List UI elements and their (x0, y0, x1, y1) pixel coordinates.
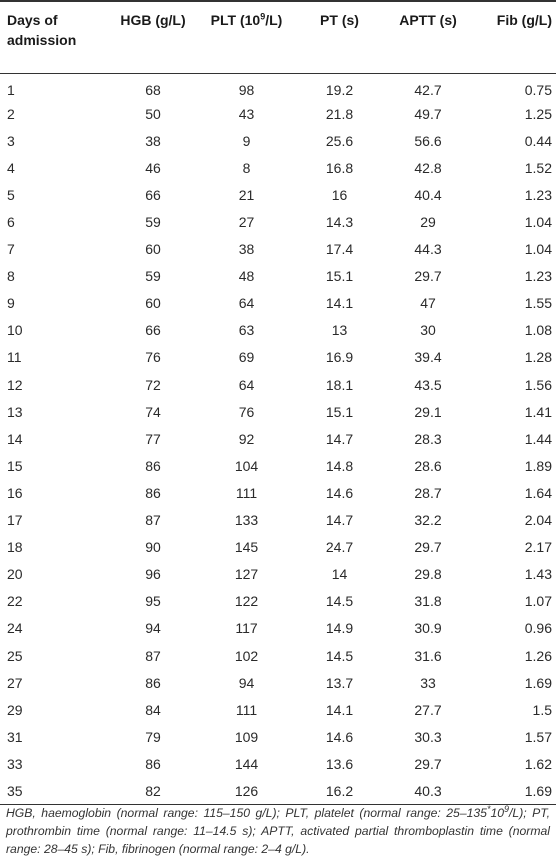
table-row (0, 154, 556, 181)
cell-aptt: 47 (420, 295, 436, 312)
cell-fib: 1.44 (524, 430, 552, 447)
cell-plt: 111 (235, 484, 258, 501)
table-row (0, 615, 556, 642)
table-row (0, 642, 556, 669)
cell-hgb: 84 (145, 701, 161, 718)
cell-fib: 1.56 (524, 376, 552, 393)
cell-fib: 1.28 (524, 349, 552, 366)
cell-plt: 64 (238, 295, 255, 312)
table-row (0, 317, 556, 344)
cell-fib: 0.44 (524, 132, 552, 149)
table-row (0, 588, 556, 615)
cell-day: 2 (7, 105, 15, 122)
cell-plt: 94 (238, 674, 255, 691)
cell-pt: 14 (331, 566, 348, 583)
table-body (0, 73, 556, 805)
cell-hgb: 77 (145, 430, 161, 447)
cell-plt: 109 (234, 728, 259, 745)
cell-plt: 117 (235, 620, 258, 637)
cell-plt: 21 (238, 186, 255, 203)
cell-day: 13 (7, 403, 23, 420)
cell-aptt: 31.8 (414, 593, 442, 610)
table-row (0, 344, 556, 371)
cell-fib: 1.62 (524, 755, 552, 772)
cell-plt: 104 (234, 457, 259, 474)
cell-pt: 16.8 (325, 159, 354, 176)
header-plt-prefix: PLT (10 (210, 12, 261, 28)
cell-fib: 2.17 (524, 539, 552, 556)
cell-fib: 1.43 (524, 566, 552, 583)
table-row (0, 750, 556, 777)
cell-day: 1 (7, 81, 15, 98)
cell-day: 15 (7, 457, 23, 474)
cell-fib: 1.04 (524, 241, 552, 258)
cell-fib: 1.5 (532, 701, 552, 718)
header-plt-suffix: /L) (265, 12, 283, 28)
cell-hgb: 87 (145, 512, 161, 529)
cell-plt: 9 (242, 132, 251, 149)
cell-fib: 0.96 (524, 620, 552, 637)
cell-hgb: 60 (145, 295, 161, 312)
footnote-sup: 9 (504, 803, 510, 814)
cell-aptt: 30 (420, 322, 436, 339)
cell-pt: 17.4 (325, 241, 354, 258)
cell-hgb: 46 (145, 159, 161, 176)
cell-day: 25 (7, 647, 23, 664)
cell-aptt: 43.5 (414, 376, 442, 393)
cell-pt: 14.7 (325, 430, 354, 447)
cell-plt: 126 (194, 777, 299, 804)
cell-hgb: 86 (145, 457, 161, 474)
cell-hgb: 96 (145, 566, 161, 583)
cell-hgb: 90 (145, 539, 161, 556)
cell-hgb: 66 (145, 186, 161, 203)
table-row (0, 561, 556, 588)
cell-day: 22 (7, 593, 23, 610)
cell-hgb: 59 (145, 268, 161, 285)
table-row (0, 290, 556, 317)
cell-day: 11 (7, 349, 22, 366)
cell-fib: 0.75 (524, 81, 552, 98)
cell-pt: 14.9 (325, 620, 354, 637)
table-row (0, 127, 556, 154)
cell-day: 12 (7, 376, 23, 393)
cell-day: 18 (7, 539, 23, 556)
cell-day: 4 (7, 159, 15, 176)
table-row (0, 100, 556, 127)
cell-aptt: 29.7 (414, 539, 442, 556)
cell-aptt: 29.7 (414, 268, 442, 285)
cell-aptt: 30.9 (414, 620, 442, 637)
cell-plt: 63 (238, 322, 255, 339)
cell-day: 3 (7, 132, 15, 149)
table-row (0, 73, 556, 100)
cell-day: 33 (7, 755, 23, 772)
cell-day: 31 (7, 728, 23, 745)
table-row (0, 452, 556, 479)
cell-fib: 2.04 (524, 512, 552, 529)
cell-hgb: 38 (145, 132, 161, 149)
cell-hgb: 74 (145, 403, 161, 420)
cell-pt: 25.6 (325, 132, 354, 149)
cell-aptt: 42.8 (414, 159, 442, 176)
cell-day: 17 (7, 512, 23, 529)
cell-pt: 16 (331, 186, 348, 203)
cell-plt: 92 (238, 430, 255, 447)
cell-fib: 1.26 (524, 647, 552, 664)
cell-aptt: 39.4 (414, 349, 442, 366)
cell-plt: 98 (238, 81, 255, 98)
cell-day: 24 (7, 620, 23, 637)
cell-aptt: 28.6 (414, 457, 442, 474)
table-row (0, 398, 556, 425)
cell-fib: 1.64 (524, 484, 552, 501)
header-hgb: HGB (g/L) (112, 1, 194, 73)
cell-plt: 102 (234, 647, 259, 664)
cell-fib: 1.69 (476, 777, 556, 804)
cell-aptt: 29.7 (414, 755, 442, 772)
cell-pt: 18.1 (325, 376, 354, 393)
cell-plt: 111 (235, 701, 258, 718)
cell-hgb: 94 (145, 620, 161, 637)
table-row (0, 777, 556, 804)
table-row (0, 696, 556, 723)
cell-plt: 127 (234, 566, 259, 583)
cell-plt: 144 (234, 755, 259, 772)
table-row (0, 208, 556, 235)
header-days: Days of admission (0, 1, 112, 73)
cell-day: 9 (7, 295, 15, 312)
table-row (0, 263, 556, 290)
cell-fib: 1.57 (524, 728, 552, 745)
header-aptt: APTT (s) (380, 1, 476, 73)
header-plt-sup: 9 (260, 11, 266, 22)
cell-day: 29 (7, 701, 23, 718)
cell-aptt: 28.7 (414, 484, 442, 501)
cell-pt: 15.1 (325, 403, 354, 420)
table-row (0, 507, 556, 534)
cell-fib: 1.89 (524, 457, 552, 474)
cell-aptt: 40.4 (414, 186, 442, 203)
cell-aptt: 29.1 (414, 403, 442, 420)
cell-fib: 1.69 (524, 674, 552, 691)
cell-fib: 1.25 (524, 105, 552, 122)
cell-hgb: 82 (112, 777, 194, 804)
table-row (0, 723, 556, 750)
cell-day: 20 (7, 566, 23, 583)
footnote-part1: HGB, haemoglobin (normal range: 115–150 g/L); PLT, platelet (normal range: 25–135 (6, 806, 487, 820)
cell-hgb: 59 (145, 214, 161, 231)
cell-aptt: 28.3 (414, 430, 442, 447)
cell-pt: 14.6 (325, 484, 354, 501)
cell-pt: 16.2 (299, 777, 380, 804)
footnote-part2: 10 (490, 806, 505, 820)
cell-plt: 27 (238, 214, 255, 231)
cell-day: 6 (7, 214, 15, 231)
cell-aptt: 30.3 (414, 728, 442, 745)
cell-pt: 14.1 (325, 701, 354, 718)
table-row (0, 425, 556, 452)
cell-pt: 14.5 (325, 593, 354, 610)
cell-day: 7 (7, 241, 15, 258)
cell-plt: 133 (234, 512, 259, 529)
cell-aptt: 27.7 (414, 701, 442, 718)
cell-pt: 13 (331, 322, 348, 339)
cell-plt: 43 (238, 105, 255, 122)
cell-pt: 14.8 (325, 457, 354, 474)
cell-pt: 14.1 (325, 295, 354, 312)
cell-fib: 1.23 (524, 268, 552, 285)
cell-fib: 1.08 (524, 322, 552, 339)
cell-pt: 13.7 (325, 674, 354, 691)
cell-aptt: 44.3 (414, 241, 442, 258)
cell-fib: 1.04 (524, 214, 552, 231)
cell-aptt: 32.2 (414, 512, 442, 529)
cell-plt: 145 (234, 539, 259, 556)
header-plt (194, 1, 299, 73)
table-row (0, 236, 556, 263)
cell-hgb: 79 (145, 728, 161, 745)
cell-aptt: 29.8 (414, 566, 442, 583)
cell-fib: 1.23 (524, 186, 552, 203)
cell-pt: 14.3 (325, 214, 354, 231)
cell-day: 16 (7, 484, 23, 501)
cell-day: 10 (7, 322, 23, 339)
cell-plt: 122 (234, 593, 259, 610)
cell-pt: 21.8 (325, 105, 354, 122)
cell-fib: 1.41 (524, 403, 552, 420)
header-row (0, 1, 556, 73)
cell-hgb: 76 (145, 349, 161, 366)
cell-aptt: 49.7 (414, 105, 442, 122)
cell-hgb: 95 (145, 593, 161, 610)
cell-pt: 15.1 (325, 268, 354, 285)
table-row (0, 669, 556, 696)
cell-hgb: 68 (145, 81, 161, 98)
cell-hgb: 86 (145, 755, 161, 772)
cell-fib: 1.55 (524, 295, 552, 312)
table-row (0, 534, 556, 561)
cell-hgb: 50 (145, 105, 161, 122)
header-fib: Fib (g/L) (476, 1, 556, 73)
cell-hgb: 60 (145, 241, 161, 258)
footnote-star: * (486, 803, 491, 814)
cell-fib: 1.52 (524, 159, 552, 176)
cell-day: 8 (7, 268, 15, 285)
cell-plt: 76 (238, 403, 255, 420)
cell-aptt: 29 (420, 214, 436, 231)
cell-pt: 16.9 (325, 349, 354, 366)
cell-pt: 19.2 (325, 81, 354, 98)
cell-hgb: 86 (145, 674, 161, 691)
cell-hgb: 72 (145, 376, 161, 393)
cell-plt: 69 (238, 349, 255, 366)
table-row (0, 181, 556, 208)
header-pt: PT (s) (299, 1, 380, 73)
footnote-part3: /L); PT, prothrombin time (normal range: 11–14.5 s); APTT, activated partial thromboplastin time (normal range: 28–45 s); Fib, fibrinogen (normal range: 2–4 g/L). (6, 806, 550, 856)
cell-plt: 8 (242, 159, 251, 176)
cell-plt: 38 (238, 241, 255, 258)
cell-aptt: 42.7 (414, 81, 442, 98)
cell-aptt: 56.6 (414, 132, 442, 149)
cell-day: 27 (7, 674, 23, 691)
cell-pt: 13.6 (325, 755, 354, 772)
cell-pt: 14.5 (325, 647, 354, 664)
cell-pt: 14.7 (325, 512, 354, 529)
cell-hgb: 66 (145, 322, 161, 339)
cell-pt: 14.6 (325, 728, 354, 745)
table-row (0, 371, 556, 398)
cell-pt: 24.7 (325, 539, 354, 556)
cell-day: 14 (7, 430, 23, 447)
cell-plt: 64 (238, 376, 255, 393)
cell-aptt: 31.6 (414, 647, 442, 664)
cell-aptt: 33 (420, 674, 436, 691)
cell-hgb: 87 (145, 647, 161, 664)
table-footnote (6, 804, 550, 858)
cell-day: 35 (0, 777, 112, 804)
cell-hgb: 86 (145, 484, 161, 501)
cell-fib: 1.07 (524, 593, 552, 610)
cell-plt: 48 (238, 268, 255, 285)
table-row (0, 479, 556, 506)
cell-day: 5 (7, 186, 15, 203)
cell-aptt: 40.3 (380, 777, 476, 804)
